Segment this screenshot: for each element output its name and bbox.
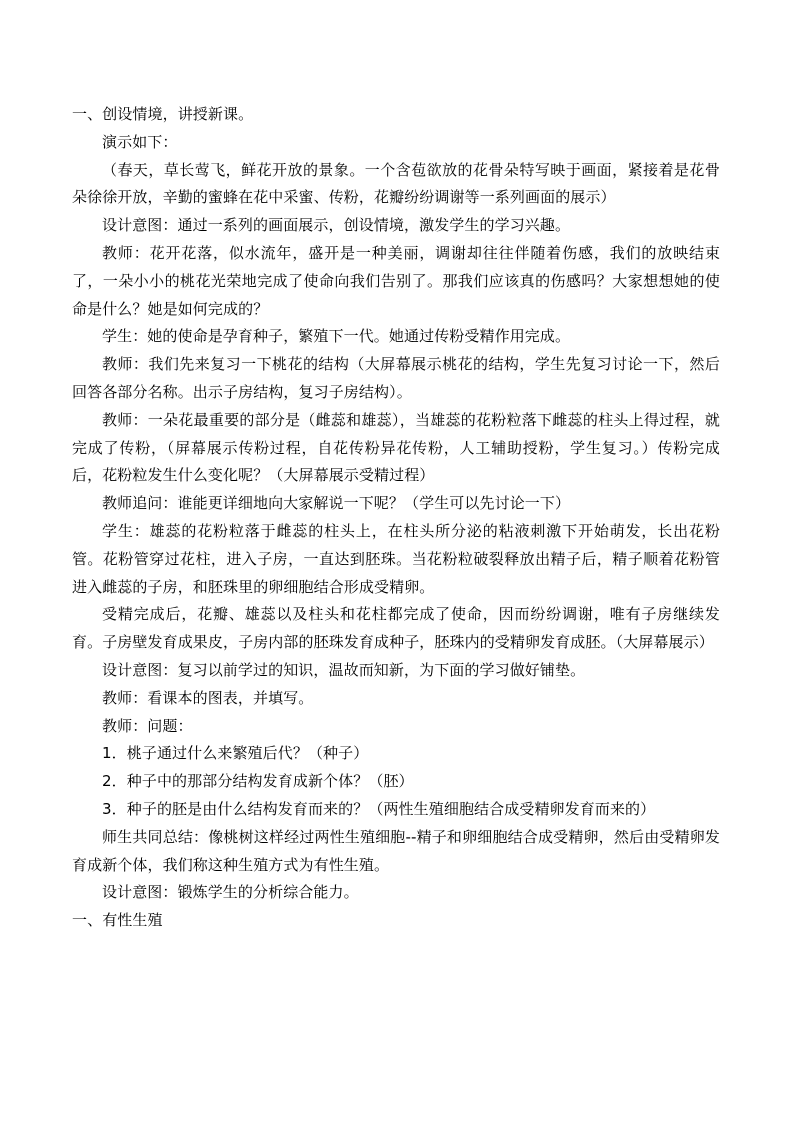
- paragraph-teacher-pollination: 教师：一朵花最重要的部分是（雌蕊和雄蕊），当雄蕊的花粉粒落下雌蕊的柱头上得过程，就完成了传粉，（屏幕展示传粉过程，自花传粉异花传粉，人工辅助授粉，学生复习。）传粉完成后，花粉粒发生什么变化呢？（大屏幕展示受精过程）: [72, 410, 720, 485]
- paragraph-student-answer-mission: 学生：她的使命是孕育种子，繁殖下一代。她通过传粉受精作用完成。: [102, 327, 571, 346]
- paragraph-design-intent-1: 设计意图：通过一系列的画面展示，创设情境，激发学生的学习兴趣。: [102, 216, 571, 235]
- question-item-1: 1．桃子通过什么来繁殖后代？（种子）: [102, 744, 369, 763]
- paragraph-teacher-questions: 教师：问题：: [102, 716, 193, 735]
- paragraph-teacher-question-mission: 教师：花开花落，似水流年，盛开是一种美丽，调谢却往往伴随着伤感，我们的放映结束了，一朵小小的桃花光荣地完成了使命向我们告别了。那我们应该真的伤感吗？大家想想她的使命是什么？她是如何完成的？: [72, 243, 720, 318]
- section-heading-sexual-reproduction: 一、有性生殖: [72, 911, 163, 930]
- question-item-3: 3．种子的胚是由什么结构发育而来的？（两性生殖细胞结合成受精卵发育而来的）: [102, 799, 656, 818]
- paragraph-teacher-review-structure: 教师：我们先来复习一下桃花的结构（大屏幕展示桃花的结构，学生先复习讨论一下，然后回答各部分名称。出示子房结构，复习子房结构）。: [72, 355, 720, 401]
- paragraph-design-intent-3: 设计意图：锻炼学生的分析综合能力。: [102, 883, 359, 902]
- document-body: [72, 101, 720, 935]
- paragraph-design-intent-2: 设计意图：复习以前学过的知识，温故而知新，为下面的学习做好铺垫。: [102, 660, 586, 679]
- question-item-2: 2．种子中的那部分结构发育成新个体？（胚）: [102, 772, 414, 791]
- paragraph-student-fertilization: 学生：雄蕊的花粉粒落于雌蕊的柱头上，在柱头所分泌的粘液刺激下开始萌发，长出花粉管。花粉管穿过花柱，进入子房，一直达到胚珠。当花粉粒破裂释放出精子后，精子顺着花粉管进入雌蕊的子房，和胚珠里的卵细胞结合形成受精卵。: [72, 521, 720, 596]
- paragraph-demo-intro: 演示如下：: [102, 132, 178, 151]
- paragraph-summary: 师生共同总结：像桃树这样经过两性生殖细胞--精子和卵细胞结合成受精卵，然后由受精卵发育成新个体，我们称这种生殖方式为有性生殖。: [72, 827, 720, 874]
- section-heading-create-scenario: 一、创设情境，讲授新课。: [72, 105, 254, 123]
- paragraph-demo-description: （春天，草长莺飞，鲜花开放的景象。一个含苞欲放的花骨朵特写映于画面，紧接着是花骨朵徐徐开放，辛勤的蜜蜂在花中采蜜、传粉，花瓣纷纷调谢等一系列画面的展示）: [72, 160, 720, 207]
- paragraph-teacher-textbook: 教师：看课本的图表，并填写。: [102, 688, 314, 707]
- paragraph-teacher-followup: 教师追问：谁能更详细地向大家解说一下呢？（学生可以先讨论一下）: [102, 494, 571, 513]
- paragraph-after-fertilization: 受精完成后，花瓣、雄蕊以及柱头和花柱都完成了使命，因而纷纷调谢，唯有子房继续发育。子房壁发育成果皮，子房内部的胚珠发育成种子，胚珠内的受精卵发育成胚。（大屏幕展示）: [72, 605, 720, 652]
